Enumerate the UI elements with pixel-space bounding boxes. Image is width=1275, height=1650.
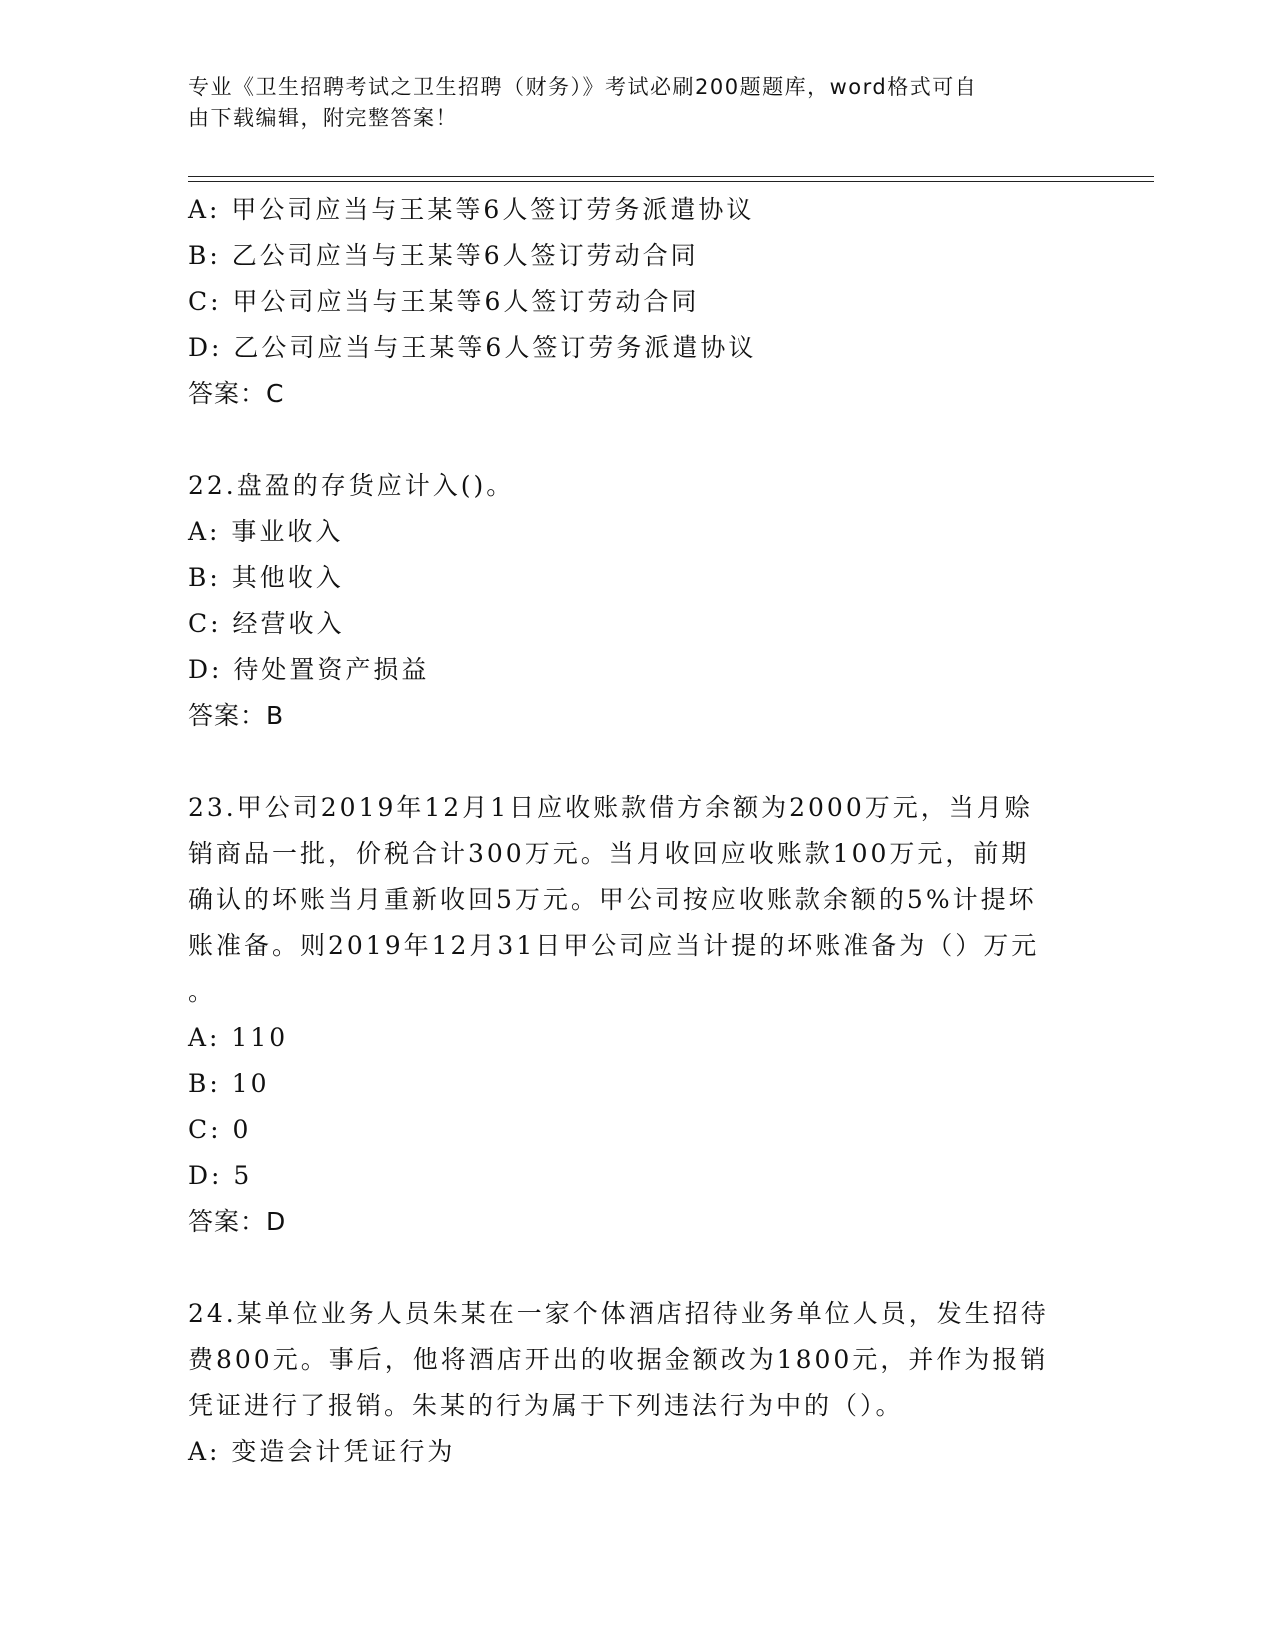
q21-option-b: B: 乙公司应当与王某等6人签订劳动合同: [188, 241, 699, 270]
q21-option-c: C: 甲公司应当与王某等6人签订劳动合同: [188, 287, 700, 316]
q23-stem-line-2: 销商品一批，价税合计300万元。当月收回应收账款100万元，前期: [188, 839, 1030, 868]
header-divider-top: [188, 176, 1154, 177]
q24-stem-line-2: 费800元。事后，他将酒店开出的收据金额改为1800元，并作为报销: [188, 1345, 1049, 1374]
q21-answer: 答案：C: [188, 379, 285, 408]
q24-option-a: A: 变造会计凭证行为: [188, 1437, 456, 1466]
header-divider-bottom: [188, 181, 1154, 182]
header-line-1: 专业《卫生招聘考试之卫生招聘（财务）》考试必刷200题题库，word格式可自: [188, 75, 978, 99]
q23-stem-line-4: 账准备。则2019年12月31日甲公司应当计提的坏账准备为（）万元: [188, 931, 1040, 960]
q23-option-d: D: 5: [188, 1161, 253, 1190]
q23-option-a: A: 110: [188, 1023, 289, 1052]
q23-option-c: C: 0: [188, 1115, 252, 1144]
spacer: [188, 739, 1088, 785]
q24-stem-line-3: 凭证进行了报销。朱某的行为属于下列违法行为中的（）。: [188, 1391, 904, 1420]
q23-stem-line-1: 23.甲公司2019年12月1日应收账款借方余额为2000万元，当月赊: [188, 793, 1033, 822]
question-list: [188, 187, 1088, 1475]
header-line-2: 由下载编辑，附完整答案！: [188, 106, 458, 130]
q22-option-d: D: 待处置资产损益: [188, 655, 430, 684]
q22-stem: 22.盘盈的存货应计入()。: [188, 471, 515, 500]
q22-option-c: C: 经营收入: [188, 609, 345, 638]
q22-option-b: B: 其他收入: [188, 563, 344, 592]
question-22: [188, 463, 1088, 739]
question-24: [188, 1291, 1088, 1475]
question-21: [188, 187, 1088, 417]
document-header: [188, 72, 1088, 134]
q22-answer: 答案：B: [188, 701, 285, 730]
question-23: [188, 785, 1088, 1245]
q23-stem-line-5: 。: [188, 977, 217, 1006]
q21-option-d: D: 乙公司应当与王某等6人签订劳务派遣协议: [188, 333, 757, 362]
q24-stem-line-1: 24.某单位业务人员朱某在一家个体酒店招待业务单位人员，发生招待: [188, 1299, 1049, 1328]
q23-answer: 答案：D: [188, 1207, 287, 1236]
q23-stem-line-3: 确认的坏账当月重新收回5万元。甲公司按应收账款余额的5%计提坏: [188, 885, 1037, 914]
q21-option-a: A: 甲公司应当与王某等6人签订劳务派遣协议: [188, 195, 755, 224]
spacer: [188, 417, 1088, 463]
q22-option-a: A: 事业收入: [188, 517, 344, 546]
spacer: [188, 1245, 1088, 1291]
q23-option-b: B: 10: [188, 1069, 270, 1098]
